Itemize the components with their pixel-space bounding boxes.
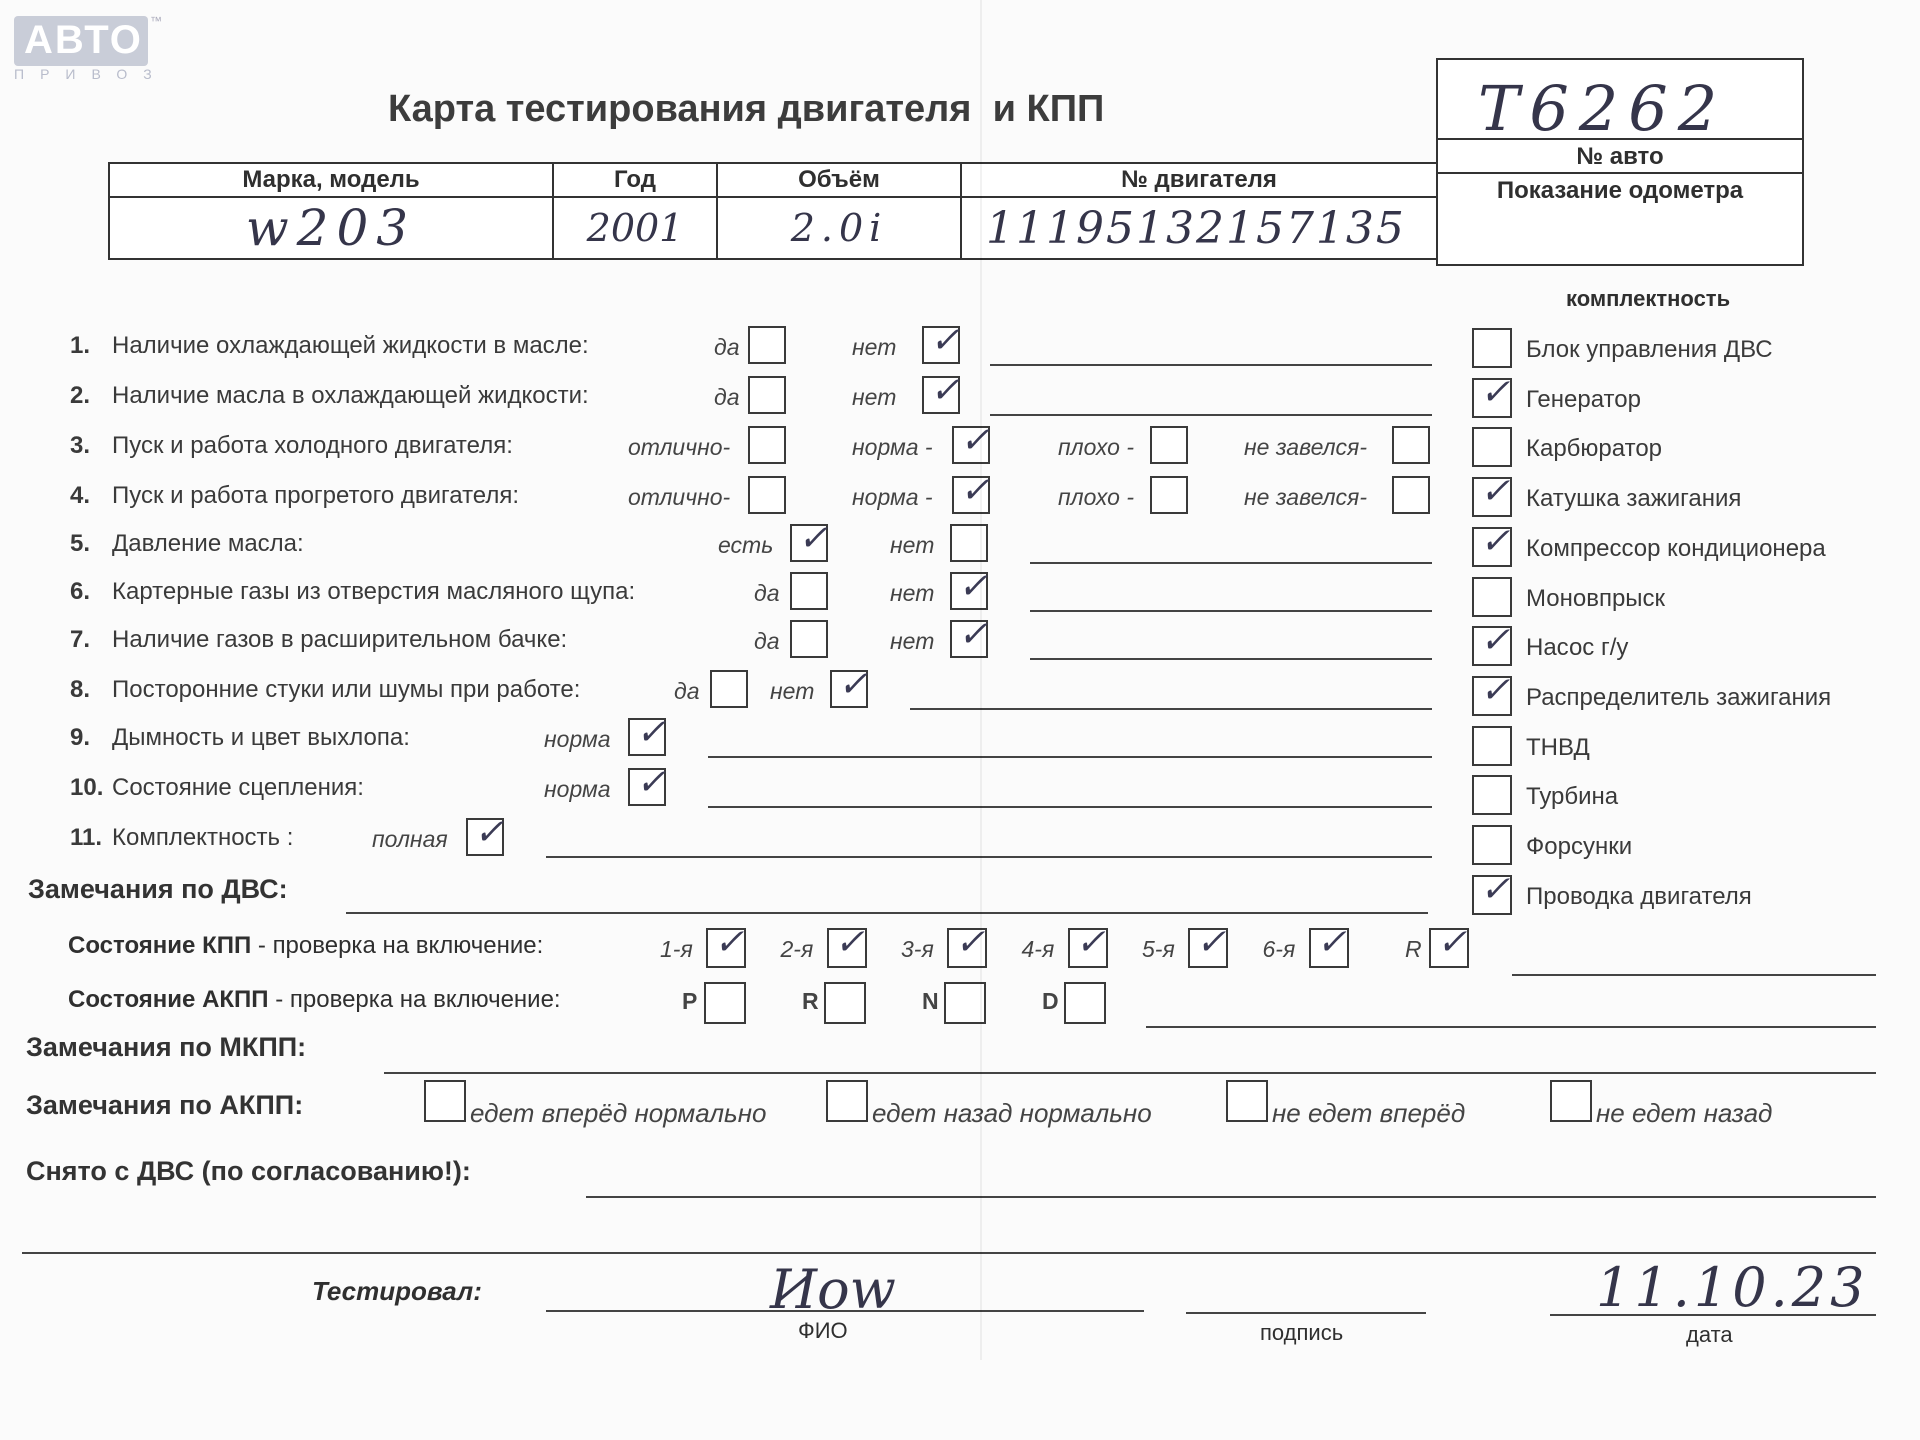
kpp-gear-checkbox-2[interactable] [827, 922, 867, 968]
question-5 [70, 530, 304, 558]
question-text: Пуск и работа прогретого двигателя: [112, 482, 520, 509]
logo-text: АВТО [24, 18, 143, 62]
completeness-checkbox-9[interactable] [1472, 726, 1512, 766]
kpp-gear-checkbox-4[interactable] [1068, 922, 1108, 968]
question-6-opt2-checkbox[interactable] [950, 566, 989, 610]
question-5-opt1-checkbox[interactable] [790, 518, 829, 562]
question-8-opt1-label: да [674, 678, 700, 704]
question-number: 11. [70, 824, 103, 851]
question-3-opt2-label: норма - [852, 434, 933, 460]
sign-line [1186, 1312, 1426, 1314]
check-mark-icon: ✓ [1196, 922, 1227, 963]
completeness-item-6: Моновпрыск [1526, 584, 1666, 612]
question-number: 9. [70, 724, 91, 751]
completeness-checkbox-7[interactable] [1472, 620, 1512, 666]
question-3-opt2-checkbox[interactable] [952, 420, 991, 464]
question-number: 4. [70, 482, 91, 509]
check-mark-icon: ✓ [958, 566, 989, 607]
col-year: Год [553, 163, 717, 197]
kpp-gear-label-3: 3-я [901, 936, 934, 962]
question-4-opt4-checkbox[interactable] [1392, 476, 1430, 514]
completeness-checkbox-1[interactable] [1472, 328, 1512, 368]
odometer-label: Показание одометра [1438, 172, 1802, 210]
check-mark-icon: ✓ [798, 518, 829, 559]
akpp-label: Состояние АКПП [68, 986, 269, 1013]
question-text: Пуск и работа холодного двигателя: [112, 432, 513, 459]
completeness-item-11: Форсунки [1526, 833, 1633, 860]
remarks-akpp-label: Замечания по АКПП: [26, 1090, 304, 1120]
remarks-dvs-label: Замечания по ДВС: [28, 874, 288, 904]
question-text: Наличие масла в охлаждающей жидкости: [112, 382, 589, 409]
akpp-mode-checkbox-4[interactable] [1064, 982, 1106, 1024]
completeness-checkbox-8[interactable] [1472, 669, 1512, 716]
question-4-opt3-checkbox[interactable] [1150, 476, 1188, 514]
question-6-opt1-checkbox[interactable] [790, 572, 828, 610]
completeness-checkbox-6[interactable] [1472, 577, 1512, 617]
akpp-mode-label-2: R [802, 988, 819, 1014]
question-2-opt2-label: нет [852, 384, 897, 410]
akpp-mode-checkbox-1[interactable] [704, 982, 746, 1024]
completeness-item-12: Проводка двигателя [1526, 882, 1752, 910]
question-4-opt3-label: плохо - [1058, 484, 1134, 510]
kpp-label: Состояние КПП [68, 932, 252, 959]
check-mark-icon: ✓ [1480, 371, 1511, 413]
question-7-opt1-label: да [754, 628, 780, 654]
check-mark-icon: ✓ [1480, 471, 1511, 513]
question-6-opt1-label: да [754, 580, 780, 606]
question-10-note-line [708, 806, 1432, 808]
question-7-opt2-checkbox[interactable] [950, 614, 989, 658]
kpp-gear-label-7: R [1405, 936, 1422, 962]
question-3-opt4-label: не завелся- [1244, 434, 1368, 460]
fold-line [980, 0, 982, 1360]
removed-line [586, 1196, 1876, 1198]
question-4-opt1-label: отлично- [628, 484, 731, 510]
removed-label: Снято с ДВС (по согласованию!): [26, 1156, 471, 1186]
akpp-option-checkbox-4[interactable] [1550, 1080, 1592, 1122]
question-4 [70, 482, 519, 510]
question-2-opt1-label: да [714, 384, 740, 410]
question-text: Посторонние стуки или шумы при работе: [112, 676, 581, 703]
question-text: Состояние сцепления: [112, 774, 364, 801]
question-number: 7. [70, 626, 91, 653]
question-3-opt3-label: плохо - [1058, 434, 1134, 460]
col-engine-number: № двигателя [961, 163, 1437, 197]
kpp-gear-checkbox-1[interactable] [706, 922, 746, 968]
akpp-option-label-2: едет назад нормально [872, 1098, 1152, 1128]
akpp-row-label [68, 986, 561, 1014]
kpp-gear-checkbox-5[interactable] [1188, 922, 1228, 968]
question-4-opt1-checkbox[interactable] [748, 476, 786, 514]
question-number: 5. [70, 530, 91, 557]
check-mark-icon: ✓ [838, 664, 869, 705]
fio-handwritten: Иоw [770, 1258, 896, 1321]
question-7-opt2-label: нет [890, 628, 935, 654]
check-mark-icon: ✓ [714, 922, 745, 963]
completeness-title: комплектность [1566, 286, 1731, 311]
question-1-opt1-checkbox[interactable] [748, 326, 786, 364]
question-number: 1. [70, 332, 91, 359]
check-mark-icon: ✓ [474, 812, 505, 853]
question-11-note-line [546, 856, 1432, 858]
question-7-opt1-checkbox[interactable] [790, 620, 828, 658]
question-5-opt2-checkbox[interactable] [950, 524, 988, 562]
tested-label: Тестировал: [312, 1276, 482, 1306]
akpp-mode-checkbox-2[interactable] [824, 982, 866, 1024]
question-6-opt2-label: нет [890, 580, 935, 606]
kpp-gear-label-4: 4-я [1021, 936, 1055, 962]
check-mark-icon: ✓ [636, 762, 667, 803]
question-number: 6. [70, 578, 91, 605]
kpp-gear-checkbox-7[interactable] [1429, 922, 1469, 968]
completeness-item-3: Карбюратор [1526, 435, 1663, 463]
question-9-opt1-checkbox[interactable] [628, 712, 667, 756]
check-mark-icon: ✓ [636, 712, 667, 753]
completeness-checkbox-11[interactable] [1472, 825, 1512, 865]
akpp-mode-label-3: N [922, 988, 939, 1014]
completeness-checkbox-2[interactable] [1472, 371, 1512, 418]
question-number: 8. [70, 676, 91, 703]
check-mark-icon: ✓ [960, 470, 991, 511]
completeness-checkbox-4[interactable] [1472, 471, 1512, 517]
completeness-item-4: Катушка зажигания [1526, 485, 1742, 513]
check-mark-icon: ✓ [1480, 868, 1511, 910]
question-2-opt2-checkbox[interactable] [922, 370, 961, 414]
akpp-option-label-4: не едет назад [1596, 1098, 1773, 1128]
auto-number-value: Т6262 [1478, 72, 1728, 145]
completeness-checkbox-12[interactable] [1472, 868, 1512, 915]
remarks-mkpp-line [384, 1072, 1876, 1074]
kpp-gear-checkbox-6[interactable] [1309, 922, 1349, 968]
check-mark-icon: ✓ [1075, 922, 1106, 963]
logo-subtext: ПРИВОЗ [14, 66, 168, 82]
akpp-mode-label-1: P [682, 988, 698, 1014]
akpp-option-label-1: едет вперёд нормально [470, 1098, 767, 1128]
question-6-note-line [1030, 610, 1432, 612]
fio-caption: ФИО [798, 1318, 848, 1343]
question-6 [70, 578, 635, 606]
question-10-opt1-label: норма [544, 776, 611, 802]
question-4-opt2-label: норма - [852, 484, 933, 510]
completeness-checkbox-3[interactable] [1472, 427, 1512, 467]
check-mark-icon: ✓ [930, 320, 961, 361]
check-mark-icon: ✓ [1480, 669, 1511, 711]
question-8-opt2-checkbox[interactable] [830, 664, 869, 708]
check-mark-icon: ✓ [958, 614, 989, 655]
header-row-values [109, 197, 1437, 259]
check-mark-icon: ✓ [960, 420, 991, 461]
question-1-opt2-label: нет [852, 334, 897, 360]
question-5-note-line [1030, 562, 1432, 564]
akpp-line [1146, 1026, 1876, 1028]
completeness-item-10: Турбина [1526, 783, 1619, 811]
akpp-option-checkbox-1[interactable] [424, 1080, 466, 1122]
question-8-opt1-checkbox[interactable] [710, 670, 748, 708]
date-handwritten: 11.10.23 [1596, 1256, 1869, 1319]
question-10 [70, 774, 364, 802]
check-mark-icon: ✓ [1480, 620, 1511, 662]
completeness-item-2: Генератор [1526, 385, 1641, 413]
completeness-item-7: Насос г/у [1526, 634, 1629, 662]
akpp-option-checkbox-3[interactable] [1226, 1080, 1268, 1122]
check-mark-icon: ✓ [1437, 922, 1468, 963]
question-1-opt2-checkbox[interactable] [922, 320, 961, 364]
question-3 [70, 432, 513, 460]
page-title: Карта тестирования двигателя и КПП [388, 88, 1105, 130]
akpp-mode-label-4: D [1042, 988, 1059, 1014]
question-2-note-line [990, 414, 1432, 416]
value-year: 2001 [553, 197, 717, 259]
check-mark-icon: ✓ [834, 922, 865, 963]
value-engine-number: 11195132157135 [961, 197, 1437, 259]
question-text: Дымность и цвет выхлопа: [112, 724, 410, 751]
completeness-item-5: Компрессор кондиционера [1526, 534, 1826, 562]
logo-tm: ™ [150, 14, 162, 28]
question-4-opt4-label: не завелся- [1244, 484, 1368, 510]
kpp-gear-label-5: 5-я [1142, 936, 1175, 962]
akpp-option-checkbox-2[interactable] [826, 1080, 868, 1122]
question-3-opt1-checkbox[interactable] [748, 426, 786, 464]
remarks-mkpp-label: Замечания по МКПП: [26, 1032, 307, 1062]
kpp-row-label [68, 932, 543, 960]
check-mark-icon: ✓ [955, 922, 986, 963]
question-2 [70, 382, 589, 410]
value-volume: 2.0i [717, 197, 961, 259]
question-10-opt1-checkbox[interactable] [628, 762, 667, 806]
col-make-model: Марка, модель [109, 163, 553, 197]
completeness-item-8: Распределитель зажигания [1526, 683, 1832, 711]
question-number: 10. [70, 774, 104, 801]
question-7 [70, 626, 567, 654]
question-text: Комплектность : [112, 824, 294, 851]
separator-line [22, 1252, 1876, 1254]
completeness-item-1: Блок управления ДВС [1526, 336, 1773, 363]
question-9-note-line [708, 756, 1432, 758]
auto-number-label: № авто [1438, 138, 1802, 174]
question-text: Наличие газов в расширительном бачке: [112, 626, 568, 653]
kpp-sub: - проверка на включение: [251, 932, 544, 959]
question-9-opt1-label: норма [544, 726, 611, 752]
question-2-opt1-checkbox[interactable] [748, 376, 786, 414]
vehicle-header-table [108, 162, 1438, 260]
odometer-value-cell [1436, 206, 1804, 266]
question-1 [70, 332, 589, 360]
completeness-item-9: ТНВД [1526, 733, 1590, 761]
akpp-sub: - проверка на включение: [268, 986, 561, 1013]
question-8 [70, 676, 580, 704]
col-volume: Объём [717, 163, 961, 197]
kpp-line [1512, 974, 1876, 976]
check-mark-icon: ✓ [930, 370, 961, 411]
question-11 [70, 824, 293, 852]
value-make-model: w203 [109, 197, 553, 259]
akpp-option-label-3: не едет вперёд [1272, 1098, 1466, 1128]
avto-logo [14, 14, 162, 66]
question-9 [70, 724, 410, 752]
completeness-checkbox-5[interactable] [1472, 520, 1512, 567]
question-5-opt1-label: есть [718, 532, 774, 558]
question-1-opt1-label: да [714, 334, 740, 360]
kpp-gear-label-6: 6-я [1262, 936, 1296, 962]
remarks-dvs-line [346, 912, 1428, 914]
kpp-gear-label-2: 2-я [780, 936, 814, 962]
header-row-labels [109, 163, 1437, 197]
check-mark-icon: ✓ [1316, 922, 1347, 963]
kpp-gear-label-1: 1-я [660, 936, 693, 962]
question-8-opt2-label: нет [770, 678, 815, 704]
question-number: 3. [70, 432, 91, 459]
question-text: Картерные газы из отверстия масляного щупа: [112, 578, 636, 605]
question-3-opt3-checkbox[interactable] [1150, 426, 1188, 464]
question-8-note-line [910, 708, 1432, 710]
question-text: Давление масла: [112, 530, 304, 557]
question-7-note-line [1030, 658, 1432, 660]
sign-caption: подпись [1260, 1320, 1344, 1345]
question-3-opt1-label: отлично- [628, 434, 731, 460]
date-caption: дата [1686, 1322, 1733, 1347]
question-11-opt1-label: полная [372, 826, 448, 852]
question-1-note-line [990, 364, 1432, 366]
question-4-opt2-checkbox[interactable] [952, 470, 991, 514]
question-number: 2. [70, 382, 91, 409]
completeness-checkbox-10[interactable] [1472, 775, 1512, 815]
question-text: Наличие охлаждающей жидкости в масле: [112, 332, 589, 359]
check-mark-icon: ✓ [1480, 520, 1511, 562]
question-5-opt2-label: нет [890, 532, 935, 558]
question-11-opt1-checkbox[interactable] [466, 812, 505, 856]
question-3-opt4-checkbox[interactable] [1392, 426, 1430, 464]
